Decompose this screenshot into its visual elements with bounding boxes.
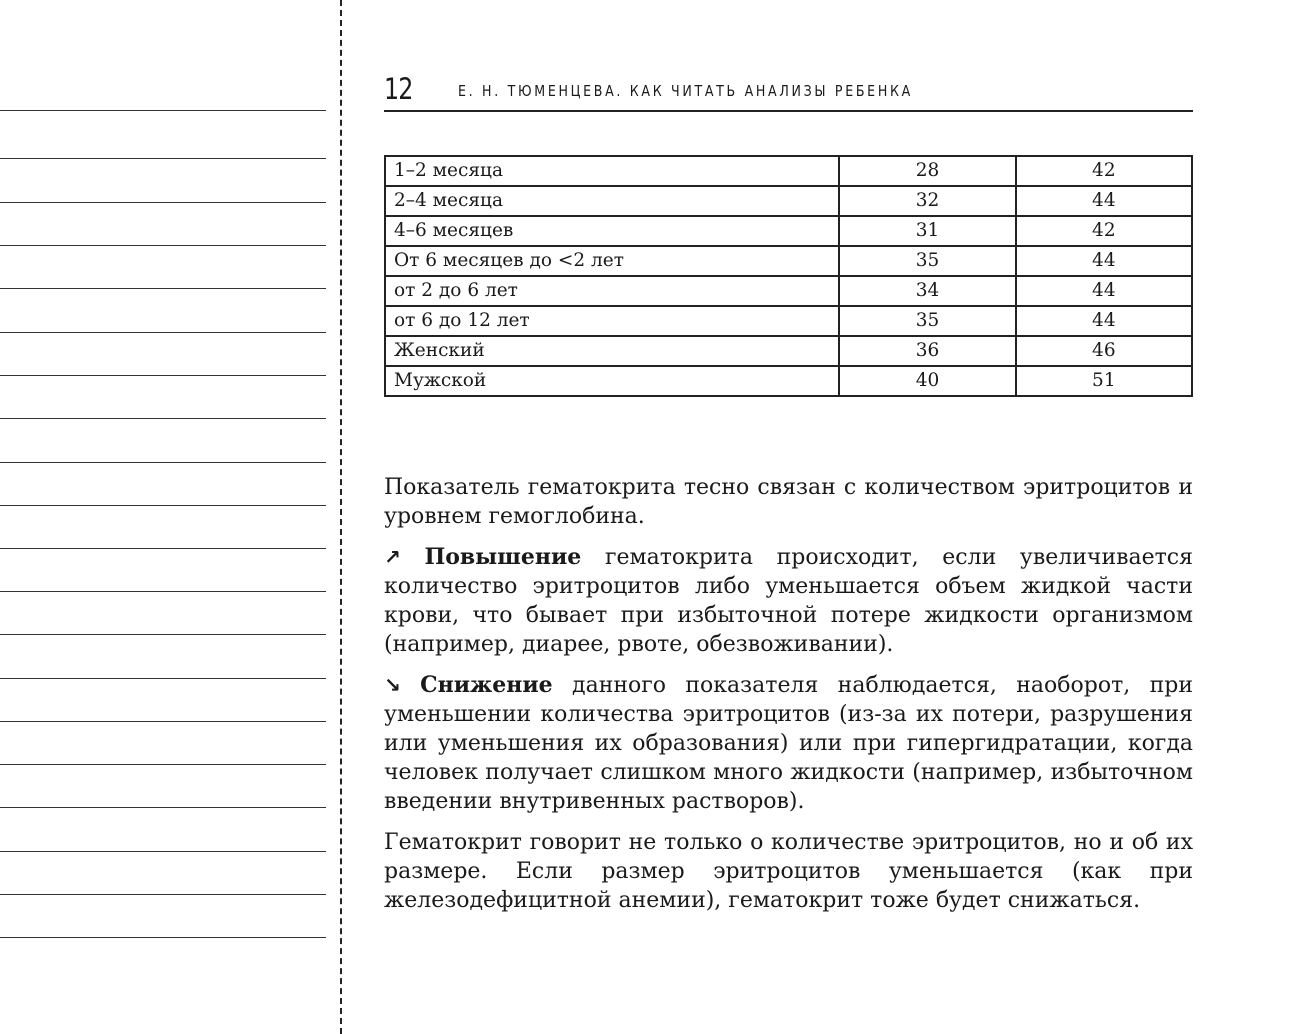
decrease-term: Снижение — [420, 672, 553, 698]
note-line — [0, 721, 326, 722]
size-paragraph: Гематокрит говорит не только о количестве эритроцитов, но и об их размере. Если размер эритроцитов уменьшается (как при железодефицитной анемии), гематокрит тоже будет снижаться. — [384, 830, 1193, 913]
age-cell: 1–2 месяца — [385, 156, 839, 186]
age-cell: от 2 до 6 лет — [385, 276, 839, 306]
increase-term: Повышение — [424, 544, 582, 570]
max-value-cell: 51 — [1016, 366, 1192, 396]
intro-paragraph: Показатель гематокрита тесно связан с количеством эритроцитов и уровнем гемоглобина. — [384, 475, 1193, 529]
note-line — [0, 332, 326, 333]
table-row — [385, 156, 1192, 186]
running-title: Е. Н. ТЮМЕНЦЕВА. КАК ЧИТАТЬ АНАЛИЗЫ РЕБЕНКА — [458, 82, 913, 100]
max-value-cell: 46 — [1016, 336, 1192, 366]
note-line — [0, 288, 326, 289]
note-line — [0, 678, 326, 679]
table-row — [385, 276, 1192, 306]
decrease-paragraph — [384, 671, 1193, 816]
note-line — [0, 245, 326, 246]
running-header — [384, 66, 1193, 112]
note-line — [0, 505, 326, 506]
note-line — [0, 937, 326, 938]
min-value-cell: 34 — [839, 276, 1015, 306]
note-line — [0, 110, 326, 111]
note-line — [0, 851, 326, 852]
note-line — [0, 807, 326, 808]
arrow-down-right-icon: ↘ — [384, 673, 401, 697]
arrow-up-right-icon: ↗ — [384, 545, 401, 569]
note-line — [0, 462, 326, 463]
age-cell: 2–4 месяца — [385, 186, 839, 216]
note-line — [0, 418, 326, 419]
age-cell: от 6 до 12 лет — [385, 306, 839, 336]
age-cell: Женский — [385, 336, 839, 366]
page-number: 12 — [384, 72, 413, 106]
note-line — [0, 764, 326, 765]
note-line — [0, 894, 326, 895]
min-value-cell: 35 — [839, 306, 1015, 336]
table-row — [385, 336, 1192, 366]
max-value-cell: 44 — [1016, 276, 1192, 306]
max-value-cell: 44 — [1016, 246, 1192, 276]
min-value-cell: 31 — [839, 216, 1015, 246]
max-value-cell: 42 — [1016, 156, 1192, 186]
min-value-cell: 40 — [839, 366, 1015, 396]
age-cell: 4–6 месяцев — [385, 216, 839, 246]
min-value-cell: 32 — [839, 186, 1015, 216]
min-value-cell: 35 — [839, 246, 1015, 276]
note-line — [0, 202, 326, 203]
table-row — [385, 366, 1192, 396]
note-line — [0, 591, 326, 592]
min-value-cell: 28 — [839, 156, 1015, 186]
note-line — [0, 548, 326, 549]
note-line — [0, 634, 326, 635]
age-cell: Мужской — [385, 366, 839, 396]
decrease-text: данного показателя наблюдается, наоборот, при уменьшении количества эритроцитов (из-за их потери, разрушения или уменьшения их образования) или при гипергидратации, когда человек получает слишком много жидкости (например, избыточном введении внутривенных растворов). — [384, 673, 1193, 814]
table-row — [385, 246, 1192, 276]
dashed-cut-line — [340, 0, 342, 1034]
max-value-cell: 42 — [1016, 216, 1192, 246]
hematocrit-norms-table — [384, 155, 1193, 397]
max-value-cell: 44 — [1016, 306, 1192, 336]
min-value-cell: 36 — [839, 336, 1015, 366]
age-cell: От 6 месяцев до <2 лет — [385, 246, 839, 276]
body-text — [384, 473, 1193, 927]
increase-text: гематокрита происходит, если увеличивается количество эритроцитов либо уменьшается объем жидкой части крови, что бывает при избыточной потере жидкости организмом (например, диарее, рвоте, обезвоживании). — [384, 545, 1193, 657]
note-line — [0, 375, 326, 376]
table-row — [385, 216, 1192, 246]
note-line — [0, 158, 326, 159]
increase-paragraph — [384, 543, 1193, 659]
table-row — [385, 306, 1192, 336]
max-value-cell: 44 — [1016, 186, 1192, 216]
notes-column — [0, 0, 326, 1034]
table-row — [385, 186, 1192, 216]
